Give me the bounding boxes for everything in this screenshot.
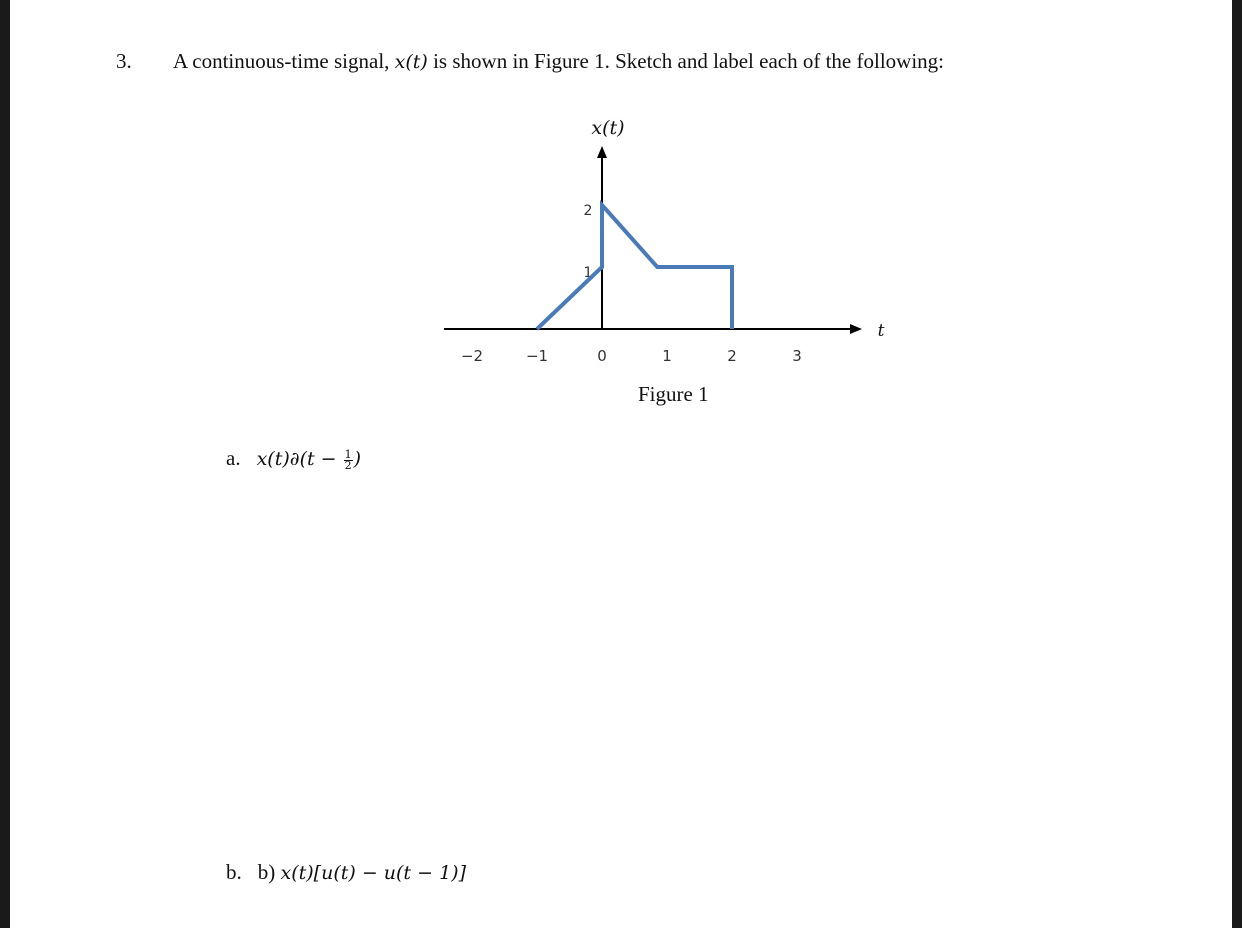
document-page bbox=[10, 0, 1232, 928]
figure-caption: Figure 1 bbox=[638, 382, 709, 406]
item-a bbox=[226, 446, 361, 471]
series-layer bbox=[537, 205, 732, 329]
item-b bbox=[226, 860, 466, 885]
question-number: 3. bbox=[116, 49, 132, 73]
axes bbox=[444, 146, 862, 334]
x-axis-arrow bbox=[850, 324, 862, 334]
item-a-expr-suffix: ) bbox=[353, 448, 362, 470]
y-axis-label: x(t) bbox=[591, 117, 625, 139]
x-tick-label: 2 bbox=[727, 347, 737, 365]
x-tick-label: 3 bbox=[792, 347, 802, 365]
question-text-after: is shown in Figure 1. Sketch and label each of the following: bbox=[427, 49, 944, 73]
item-a-frac-den: 2 bbox=[344, 458, 352, 472]
x-tick-label: 1 bbox=[662, 347, 672, 365]
question-text-before: A continuous-time signal, bbox=[173, 49, 395, 73]
x-tick-labels bbox=[461, 347, 802, 365]
y-axis-arrow bbox=[597, 146, 607, 158]
item-b-expr: x(t)[u(t) − u(t − 1)] bbox=[280, 862, 466, 884]
y-tick-label: 1 bbox=[583, 265, 593, 281]
item-a-expr bbox=[257, 448, 361, 470]
x-axis-label: t bbox=[877, 321, 885, 341]
item-a-fraction bbox=[344, 447, 353, 472]
signal-line bbox=[537, 205, 732, 329]
axis-labels bbox=[591, 117, 884, 341]
item-b-prefix: b) bbox=[257, 860, 281, 884]
y-tick-label: 2 bbox=[583, 203, 593, 219]
item-a-frac-num: 1 bbox=[344, 447, 352, 461]
y-tick-labels bbox=[584, 203, 593, 281]
x-tick-label: −2 bbox=[460, 347, 484, 365]
item-b-label: b. bbox=[226, 860, 242, 884]
question-signal: x(t) bbox=[394, 51, 428, 73]
item-a-expr-prefix: x(t)∂(t − bbox=[256, 448, 343, 470]
x-tick-label: −1 bbox=[525, 347, 549, 365]
signal-chart bbox=[10, 0, 1232, 928]
x-tick-label: 0 bbox=[597, 347, 607, 365]
item-a-label: a. bbox=[226, 446, 241, 470]
